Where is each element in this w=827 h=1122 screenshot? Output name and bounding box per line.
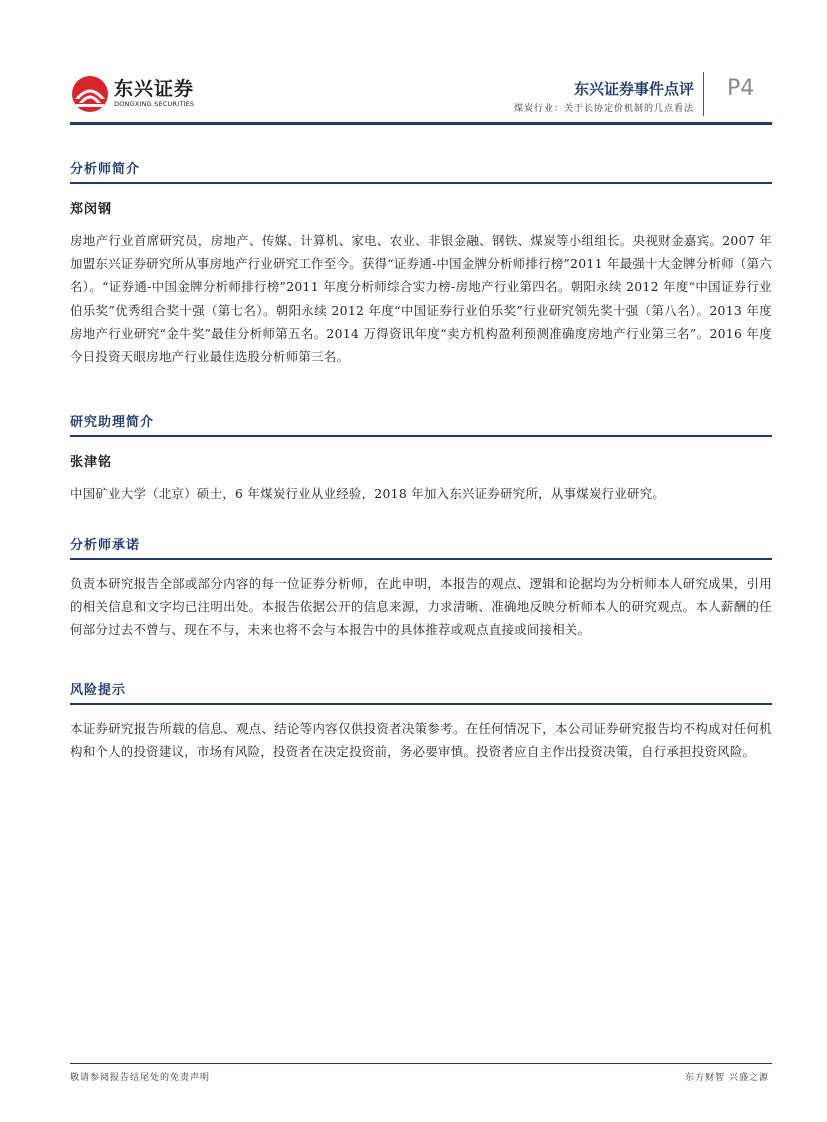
footer-disclaimer-note: 敬请参阅报告结尾处的免责声明 [70,1073,211,1083]
footer-rule [70,1063,772,1064]
footer-slogan: 东方财智 兴盛之源 [685,1073,769,1083]
logo-english-name: DONGXING SECURITIES [114,100,195,108]
analyst-name: 郑闵钢 [70,202,113,217]
header-rule [70,122,772,125]
analyst-section [70,160,772,368]
section-title: 分析师简介 [70,162,141,177]
assistant-name: 张津铭 [70,455,113,470]
page-header [0,0,827,130]
risk-section [70,681,772,763]
commitment-text: 负责本研究报告全部或部分内容的每一位证券分析师，在此申明，本报告的观点、逻辑和论据均为分析师本人研究成果，引用的相关信息和文字均已注明出处。本报告依据公开的信息来源，力求清晰、准确地反映分析师本人的研究观点。本人薪酬的任何部分过去不曾与、现在不与，未来也将不会与本报告中的具体推荐或观点直接或间接相关。 [70,576,772,638]
section-title: 风险提示 [70,683,127,698]
section-rule [70,558,772,560]
dongxing-logo-icon [70,74,110,114]
logo-chinese-name: 东兴证券 [114,78,195,100]
section-title: 研究助理简介 [70,415,155,430]
report-type-title: 东兴证券事件点评 [573,80,694,98]
analyst-bio: 房地产行业首席研究员，房地产、传媒、计算机、家电、农业、非银金融、钢铁、煤炭等小组组长。央视财金嘉宾。2007 年加盟东兴证券研究所从事房地产行业研究工作至今。获得“证券通-中国金牌分析师排行榜”2011 年最强十大金牌分析师（第六名）。“证券通-中国金牌分析师排行榜”2011 年度分析师综合实力榜-房地产行业第四名。朝阳永续 2012 年度“中国证券行业伯乐奖”优秀组合奖十强（第七名）。朝阳永续 2012 年度“中国证券行业伯乐奖”行业研究领先奖十强（第八名）。2013 年度房地产行业研究“金牛奖”最佳分析师第五名。2014 万得资讯年度“卖方机构盈利预测准确度房地产行业第三名”。2016 年度今日投资天眼房地产行业最佳选股分析师第三名。 [70,233,772,365]
commitment-section [70,536,772,642]
assistant-bio: 中国矿业大学（北京）硕士，6 年煤炭行业从业经验，2018 年加入东兴证券研究所，从事煤炭行业研究。 [70,486,666,501]
section-rule [70,182,772,184]
company-logo [70,74,210,114]
risk-text: 本证券研究报告所载的信息、观点、结论等内容仅供投资者决策参考。在任何情况下，本公司证券研究报告均不构成对任何机构和个人的投资建议，市场有风险，投资者在决定投资前，务必要审慎。投资者应自主作出投资决策，自行承担投资风险。 [70,721,772,760]
header-divider [703,72,704,116]
report-subtitle: 煤炭行业：关于长协定价机制的几点看法 [513,104,694,114]
page-number: P4 [727,76,755,101]
section-title: 分析师承诺 [70,538,141,553]
section-rule [70,703,772,705]
assistant-section [70,413,772,505]
section-rule [70,435,772,437]
